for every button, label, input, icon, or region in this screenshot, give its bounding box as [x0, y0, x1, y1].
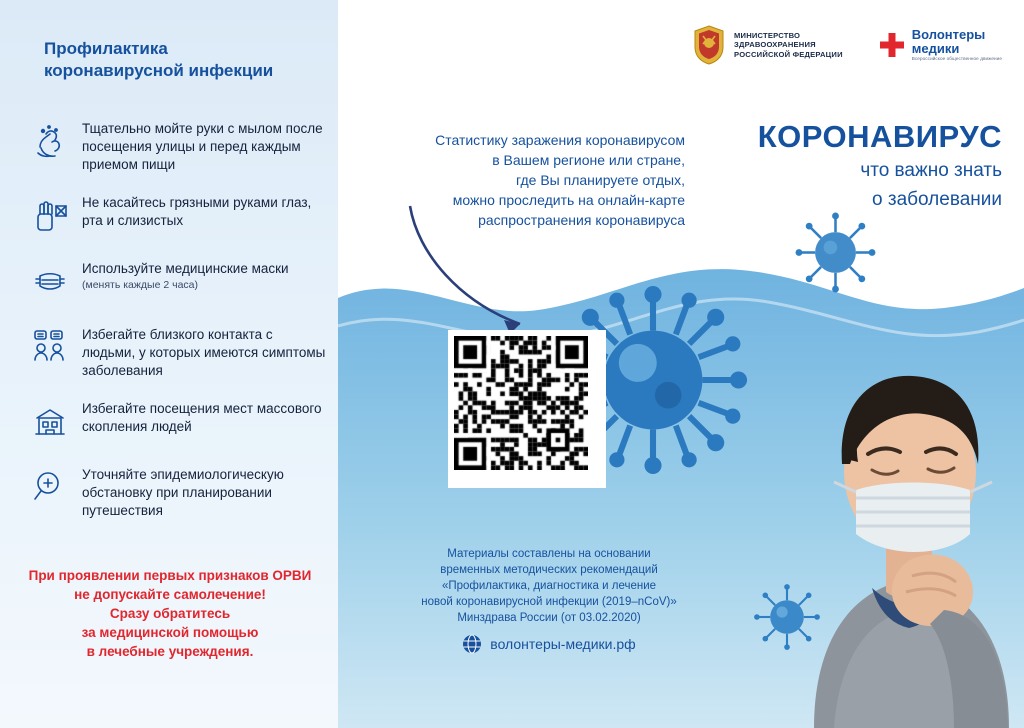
volunteers-sub: Всероссийское общественное движение [911, 56, 1002, 61]
panel-title-line1: Профилактика [44, 39, 168, 58]
title-sub-line2: о заболевании [872, 189, 1002, 210]
tip-item [26, 400, 326, 446]
volunteers-name2: медики [911, 41, 960, 56]
tips-list [26, 120, 326, 540]
warning-line: за медицинской помощью [81, 625, 259, 640]
ministry-logo-text [734, 31, 843, 59]
logo-row [692, 24, 1002, 66]
warning-block [20, 566, 320, 661]
stat-line: можно проследить на онлайн-карте [452, 192, 685, 208]
source-line: Материалы составлены на основании [447, 548, 651, 560]
tip-text: Используйте медицинские маски [82, 261, 289, 276]
red-cross-icon [879, 32, 905, 58]
medical-mask-icon [30, 260, 74, 302]
crowded-place-icon [30, 400, 74, 442]
ministry-line: МИНИСТЕРСТВО [734, 30, 801, 40]
title-main: КОРОНАВИРУС [757, 119, 1002, 154]
volunteers-logo [879, 28, 1002, 62]
source-line: «Профилактика, диагностика и лечение [441, 580, 657, 592]
stat-line: в Вашем регионе или стране, [492, 152, 685, 168]
stat-line: где Вы планируете отдых, [516, 172, 685, 188]
qr-code-canvas[interactable] [454, 336, 588, 470]
qr-code[interactable] [448, 330, 606, 488]
tip-subtext: (менять каждые 2 часа) [82, 279, 199, 291]
title-sub-line1: что важно знать [860, 160, 1002, 181]
social-distance-icon [30, 326, 74, 368]
coat-of-arms-icon [692, 24, 726, 66]
source-note [384, 546, 714, 626]
warning-line: При проявлении первых признаков ОРВИ [28, 568, 312, 583]
globe-icon [462, 634, 482, 654]
no-touch-face-icon [30, 194, 74, 236]
tip-text: Не касайтесь грязными руками глаз, рта и слизистых [82, 195, 312, 228]
tip-text: Тщательно мойте руки с мылом после посещения улицы и перед каждым приемом пищи [82, 121, 323, 172]
source-line: новой коронавирусной инфекции (2019–nCoV)» [421, 596, 677, 608]
stat-line: распространения коронавируса [478, 212, 685, 228]
magnifier-icon [30, 466, 74, 508]
stat-line: Статистику заражения коронавирусом [435, 132, 685, 148]
ministry-logo [692, 24, 843, 66]
warning-line: Сразу обратитесь [109, 606, 231, 621]
tip-text: Уточняйте эпидемиологическую обстановку при планировании путешествия [82, 467, 284, 518]
panel-title [44, 38, 324, 82]
volunteers-logo-text [912, 28, 1002, 62]
tip-item [26, 326, 326, 380]
warning-line: в лечебные учреждения. [86, 644, 254, 659]
tip-text: Избегайте посещения мест массового скопления людей [82, 401, 322, 434]
washing-hands-icon [30, 120, 74, 162]
source-line: Минздрава России (от 03.02.2020) [457, 612, 641, 624]
tip-item [26, 194, 326, 240]
tip-item [26, 466, 326, 520]
website-url[interactable]: волонтеры-медики.рф [490, 636, 636, 652]
warning-line: не допускайте самолечение! [74, 587, 266, 602]
main-panel [338, 0, 1024, 728]
tip-item [26, 120, 326, 174]
ministry-line: ЗДРАВООХРАНЕНИЯ [734, 40, 816, 50]
curved-arrow-icon [400, 198, 580, 348]
ministry-line: РОССИЙСКОЙ ФЕДЕРАЦИИ [734, 49, 843, 59]
volunteers-name: Волонтеры [911, 27, 986, 42]
coughing-person-photo [794, 258, 1024, 728]
tip-text: Избегайте близкого контакта с людьми, у которых имеются симптомы заболевания [82, 327, 326, 378]
source-line: временных методических рекомендаций [440, 564, 658, 576]
website-row[interactable] [384, 634, 714, 654]
prevention-panel [0, 0, 338, 728]
tip-item [26, 260, 326, 306]
panel-title-line2: коронавирусной инфекции [44, 61, 274, 80]
